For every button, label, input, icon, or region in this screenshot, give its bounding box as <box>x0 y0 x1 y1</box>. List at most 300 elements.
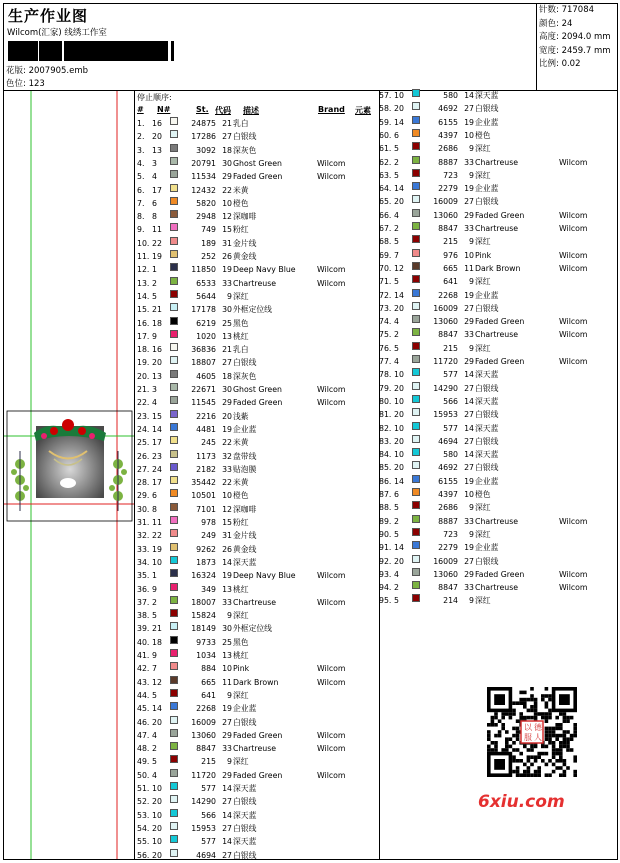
color-description: 白银线 <box>233 850 257 860</box>
color-code: 21 <box>222 119 232 128</box>
stitch-count-cell: 214 <box>443 596 458 606</box>
color-swatch <box>170 423 178 431</box>
color-swatch <box>412 156 420 164</box>
needle-number: 17 <box>152 438 162 448</box>
needle-number: 20 <box>394 383 404 393</box>
stitch-count-cell: 8887 <box>438 516 458 526</box>
color-swatch <box>170 556 178 564</box>
row-number: 54. <box>137 823 150 833</box>
color-description: Pink <box>475 250 492 260</box>
row-number: 84. <box>379 450 392 460</box>
stitch-count-cell: 15953 <box>191 823 216 833</box>
color-swatch <box>412 515 420 523</box>
stitch-count-cell: 8847 <box>438 224 458 233</box>
color-code: 14 <box>222 784 232 793</box>
needle-number: 8 <box>152 212 157 222</box>
color-description: 深红 <box>475 529 491 539</box>
color-swatch <box>412 422 420 430</box>
needle-number: 18 <box>152 637 162 647</box>
color-description: 白银线 <box>475 197 499 207</box>
needle-number: 9 <box>152 331 157 341</box>
color-code: 30 <box>222 158 232 168</box>
row-number: 26. <box>137 451 150 461</box>
color-code: 9 <box>469 503 474 513</box>
needle-number: 5 <box>152 611 157 621</box>
list-row <box>379 501 614 514</box>
stitch-count-cell: 976 <box>443 250 458 260</box>
design-scale: 比例: 0.02 <box>539 59 581 69</box>
list-row <box>379 355 614 368</box>
stitch-count-cell: 20791 <box>191 158 216 168</box>
needle-number: 2 <box>394 330 399 340</box>
page-title: 生产作业图 <box>8 7 89 25</box>
stitch-count-cell: 7101 <box>196 504 216 514</box>
col-header-st: St. <box>196 105 209 114</box>
stitch-count-cell: 2686 <box>438 503 458 513</box>
color-brand: Wilcom <box>317 172 346 182</box>
row-number: 77. <box>379 357 392 366</box>
col-header-brand: Brand <box>318 105 345 114</box>
list-row <box>379 395 614 408</box>
color-count-label: 色位: <box>6 79 26 89</box>
design-line <box>6 64 88 76</box>
color-description: 外框定位线 <box>233 305 272 315</box>
color-swatch <box>170 277 178 285</box>
color-description: 企业蓝 <box>475 117 499 127</box>
color-swatch <box>170 755 178 763</box>
color-code: 27 <box>464 556 474 566</box>
color-description: 深天蓝 <box>475 423 499 433</box>
needle-number: 20 <box>152 717 162 727</box>
color-swatch <box>412 116 420 124</box>
color-brand: Wilcom <box>559 263 588 273</box>
color-code: 11 <box>464 263 474 273</box>
color-description: 外框定位线 <box>233 624 272 634</box>
color-brand: Wilcom <box>317 770 346 780</box>
color-code: 14 <box>222 810 232 820</box>
color-swatch <box>170 543 178 551</box>
color-code: 10 <box>464 130 474 140</box>
color-swatch <box>170 702 178 710</box>
color-swatch <box>170 144 178 152</box>
color-code: 27 <box>464 463 474 473</box>
color-description: Faded Green <box>475 210 525 220</box>
row-number: 4. <box>137 158 145 168</box>
color-brand: Wilcom <box>559 250 588 260</box>
needle-number: 21 <box>152 305 162 315</box>
row-number: 75. <box>379 330 392 340</box>
color-description: 深红 <box>233 611 249 621</box>
color-code: 27 <box>222 132 232 142</box>
row-number: 1. <box>137 119 145 128</box>
color-swatch <box>170 250 178 258</box>
needle-number: 10 <box>394 450 404 460</box>
color-swatch <box>412 275 420 283</box>
svg-text:人: 人 <box>534 733 542 742</box>
row-number: 39. <box>137 624 150 634</box>
needle-number: 4 <box>152 398 157 408</box>
stitch-count-cell: 15953 <box>433 410 458 420</box>
list-row <box>137 410 372 423</box>
stitch-count-cell: 4481 <box>196 424 216 434</box>
color-description: Faded Green <box>233 172 283 182</box>
color-swatch <box>412 475 420 483</box>
stitch-count-cell: 8847 <box>196 744 216 754</box>
color-code: 27 <box>222 358 232 368</box>
color-code: 27 <box>464 303 474 313</box>
needle-number: 7 <box>394 250 399 260</box>
color-description: Chartreuse <box>475 583 519 593</box>
needle-number: 16 <box>152 345 162 355</box>
color-code: 11 <box>222 677 232 687</box>
color-swatch <box>170 636 178 644</box>
color-brand: Wilcom <box>317 597 346 607</box>
color-description: 白银线 <box>475 436 499 446</box>
color-swatch <box>412 342 420 350</box>
row-number: 37. <box>137 597 150 607</box>
stitch-count-cell: 4692 <box>438 463 458 473</box>
needle-number: 20 <box>394 410 404 420</box>
list-row <box>379 581 614 594</box>
stitch-count-cell: 2948 <box>196 212 216 222</box>
color-description: 深咖啡 <box>233 212 257 222</box>
row-number: 59. <box>379 117 392 127</box>
row-number: 41. <box>137 651 150 660</box>
row-number: 66. <box>379 210 392 220</box>
list-row <box>379 169 614 182</box>
row-number: 11. <box>137 252 150 261</box>
color-brand: Wilcom <box>317 278 346 288</box>
color-code: 15 <box>222 518 232 527</box>
stitch-count: 针数: 717084 <box>539 5 595 15</box>
color-description: 深天蓝 <box>475 91 499 100</box>
row-number: 14. <box>137 291 150 301</box>
row-number: 69. <box>379 250 392 260</box>
design-label: 花版: <box>6 66 26 76</box>
color-code: 31 <box>222 238 232 248</box>
color-description: 贴泡膜 <box>233 464 257 474</box>
color-description: 白银线 <box>475 463 499 473</box>
company-name: Wilcom(汇家) 线绣工作室 <box>7 28 107 38</box>
color-description: 深天蓝 <box>233 557 257 567</box>
needle-number: 20 <box>152 797 162 807</box>
stitch-count-cell: 24875 <box>191 119 216 128</box>
color-description: Chartreuse <box>233 597 277 607</box>
color-swatch <box>412 528 420 536</box>
color-code: 9 <box>227 757 232 767</box>
color-swatch <box>170 476 178 484</box>
list-row <box>137 676 372 689</box>
color-swatch <box>170 769 178 777</box>
needle-number: 5 <box>394 343 399 353</box>
color-description: 橙色 <box>233 491 249 501</box>
row-number: 13. <box>137 278 150 288</box>
color-description: 桃红 <box>233 331 249 341</box>
color-swatch <box>412 382 420 390</box>
stitch-count-cell: 665 <box>443 263 458 273</box>
row-number: 44. <box>137 690 150 700</box>
color-description: Faded Green <box>475 357 525 366</box>
stitch-count-cell: 16009 <box>191 717 216 727</box>
color-swatch <box>170 396 178 404</box>
color-description: 白银线 <box>475 303 499 313</box>
color-code: 19 <box>222 424 232 434</box>
color-description: Chartreuse <box>233 278 277 288</box>
list-row <box>137 782 372 795</box>
color-description: 白银线 <box>475 104 499 114</box>
list-row <box>137 556 372 569</box>
color-code: 9 <box>227 611 232 621</box>
list-row <box>137 290 372 303</box>
color-code: 33 <box>464 516 474 526</box>
color-description: Pink <box>233 664 250 674</box>
color-description: 粉红 <box>233 225 249 235</box>
needle-number: 20 <box>152 358 162 368</box>
list-row <box>137 835 372 848</box>
color-code: 33 <box>222 597 232 607</box>
list-row <box>137 503 372 516</box>
needle-number: 5 <box>394 144 399 154</box>
color-description: 黑色 <box>233 637 249 647</box>
list-row <box>137 702 372 715</box>
watermark-site: 6xiu.com <box>478 792 565 812</box>
color-brand: Wilcom <box>559 317 588 327</box>
row-number: 73. <box>379 303 392 313</box>
color-description: 深红 <box>475 596 491 606</box>
color-swatch <box>170 782 178 790</box>
stitch-count-cell: 9262 <box>196 544 216 554</box>
color-description: Chartreuse <box>475 157 519 167</box>
color-brand: Wilcom <box>559 224 588 233</box>
needle-number: 2 <box>152 744 157 754</box>
list-row <box>379 475 614 488</box>
row-number: 88. <box>379 503 392 513</box>
needle-number: 19 <box>152 252 162 261</box>
color-brand: Wilcom <box>317 744 346 754</box>
row-number: 86. <box>379 476 392 486</box>
color-code: 27 <box>464 436 474 446</box>
needle-number: 18 <box>152 318 162 328</box>
stitch-count-cell: 252 <box>201 252 216 261</box>
color-code: 15 <box>222 225 232 235</box>
color-swatch <box>412 289 420 297</box>
needle-number: 1 <box>152 571 157 581</box>
color-code: 27 <box>222 850 232 860</box>
color-swatch <box>412 262 420 270</box>
stitch-count-cell: 22671 <box>191 385 216 394</box>
row-number: 16. <box>137 318 150 328</box>
color-description: 企业蓝 <box>475 290 499 300</box>
list-row <box>137 117 372 130</box>
row-number: 94. <box>379 583 392 593</box>
stitch-count-cell: 13060 <box>433 317 458 327</box>
color-description: Deep Navy Blue <box>233 571 296 581</box>
color-description: 深天蓝 <box>233 810 257 820</box>
needle-number: 15 <box>152 411 162 421</box>
list-row <box>379 515 614 528</box>
list-row <box>137 383 372 396</box>
list-row <box>137 662 372 675</box>
color-description: 深红 <box>475 503 491 513</box>
row-number: 40. <box>137 637 150 647</box>
color-code: 30 <box>222 385 232 394</box>
color-code: 14 <box>464 396 474 406</box>
list-row <box>137 436 372 449</box>
row-number: 49. <box>137 757 150 767</box>
color-code: 19 <box>464 543 474 553</box>
stitch-count-cell: 4694 <box>196 850 216 860</box>
row-number: 76. <box>379 343 392 353</box>
color-description: Chartreuse <box>475 516 519 526</box>
stitch-count-cell: 2268 <box>438 290 458 300</box>
color-swatch <box>170 263 178 271</box>
stitch-count-cell: 641 <box>443 277 458 287</box>
list-row <box>379 435 614 448</box>
color-swatch <box>412 129 420 137</box>
stitch-count-cell: 2216 <box>196 411 216 421</box>
list-row <box>137 755 372 768</box>
list-row <box>379 235 614 248</box>
stitch-count-cell: 11720 <box>433 357 458 366</box>
color-description: 黑色 <box>233 318 249 328</box>
color-swatch <box>170 343 178 351</box>
color-code: 27 <box>464 104 474 114</box>
color-code: 22 <box>222 478 232 488</box>
list-row <box>379 195 614 208</box>
needle-number: 14 <box>394 543 404 553</box>
stop-sequence-label: 停止顺序: <box>137 93 172 102</box>
color-swatch <box>170 223 178 231</box>
header-panel <box>4 4 537 91</box>
list-row <box>137 237 372 250</box>
needle-number: 20 <box>152 132 162 142</box>
list-row <box>137 769 372 782</box>
stitch-count-cell: 566 <box>443 396 458 406</box>
list-row <box>137 476 372 489</box>
needle-number: 10 <box>394 91 404 100</box>
row-number: 7. <box>137 198 145 208</box>
stitch-count-cell: 10501 <box>191 491 216 501</box>
stitch-count-cell: 35442 <box>191 478 216 488</box>
row-number: 46. <box>137 717 150 727</box>
color-swatch <box>412 448 420 456</box>
stitch-count-cell: 13060 <box>433 210 458 220</box>
color-code: 10 <box>464 250 474 260</box>
needle-number: 4 <box>152 730 157 740</box>
stitch-count-cell: 2279 <box>438 184 458 194</box>
needle-number: 2 <box>394 516 399 526</box>
list-row <box>379 368 614 381</box>
color-swatch <box>170 822 178 830</box>
color-code: 19 <box>464 184 474 194</box>
stitch-count-cell: 16009 <box>433 197 458 207</box>
color-code: 19 <box>222 571 232 581</box>
color-description: 企业蓝 <box>475 476 499 486</box>
needle-number: 2 <box>152 597 157 607</box>
color-code: 27 <box>222 717 232 727</box>
col-header-desc: 描述 <box>243 106 259 115</box>
color-description: 浅紫 <box>233 411 249 421</box>
color-swatch <box>170 622 178 630</box>
color-brand: Wilcom <box>317 664 346 674</box>
needle-number: 5 <box>152 291 157 301</box>
list-row <box>137 609 372 622</box>
color-description: 深咖啡 <box>233 504 257 514</box>
color-swatch <box>412 249 420 257</box>
stitch-count-cell: 577 <box>443 423 458 433</box>
needle-number: 20 <box>394 556 404 566</box>
color-code: 19 <box>464 290 474 300</box>
color-swatch <box>412 581 420 589</box>
color-description: 黄金线 <box>233 544 257 554</box>
color-brand: Wilcom <box>559 516 588 526</box>
color-brand: Wilcom <box>559 330 588 340</box>
list-row <box>379 116 614 129</box>
stitch-count-cell: 15824 <box>191 611 216 621</box>
stitch-count-cell: 17178 <box>191 305 216 315</box>
row-number: 10. <box>137 238 150 248</box>
stitch-count-cell: 6155 <box>438 476 458 486</box>
color-code: 9 <box>469 343 474 353</box>
list-row <box>379 342 614 355</box>
list-row <box>379 249 614 262</box>
list-row <box>137 543 372 556</box>
col-header-num: # <box>137 105 144 114</box>
color-code: 9 <box>469 277 474 287</box>
list-row <box>137 596 372 609</box>
row-number: 60. <box>379 130 392 140</box>
color-description: Dark Brown <box>475 263 521 273</box>
needle-number: 6 <box>394 490 399 499</box>
row-number: 52. <box>137 797 150 807</box>
row-number: 67. <box>379 224 392 233</box>
needle-number: 23 <box>152 451 162 461</box>
color-description: 米黄 <box>233 478 249 488</box>
color-description: Faded Green <box>475 569 525 579</box>
color-description: 金片线 <box>233 238 257 248</box>
list-row <box>137 343 372 356</box>
color-swatch <box>412 169 420 177</box>
list-row <box>137 130 372 143</box>
list-row <box>379 89 614 102</box>
list-row <box>137 317 372 330</box>
needle-number: 6 <box>152 198 157 208</box>
needle-number: 16 <box>152 119 162 128</box>
color-code: 31 <box>222 531 232 541</box>
color-code: 14 <box>222 837 232 847</box>
color-code: 10 <box>464 490 474 499</box>
list-row <box>379 262 614 275</box>
list-row <box>137 197 372 210</box>
color-code: 14 <box>222 557 232 567</box>
row-number: 42. <box>137 664 150 674</box>
stitch-count-cell: 577 <box>201 784 216 793</box>
stitch-count-cell: 566 <box>201 810 216 820</box>
list-row <box>137 370 372 383</box>
color-swatch <box>170 197 178 205</box>
row-number: 61. <box>379 144 392 154</box>
color-code: 32 <box>222 451 232 461</box>
needle-number: 20 <box>152 850 162 860</box>
row-number: 21. <box>137 385 150 394</box>
col-header-code: 代码 <box>215 106 231 115</box>
list-row <box>137 330 372 343</box>
color-swatch <box>170 210 178 218</box>
color-brand: Wilcom <box>559 583 588 593</box>
color-code: 19 <box>222 265 232 275</box>
color-swatch <box>170 835 178 843</box>
color-brand: Wilcom <box>317 158 346 168</box>
